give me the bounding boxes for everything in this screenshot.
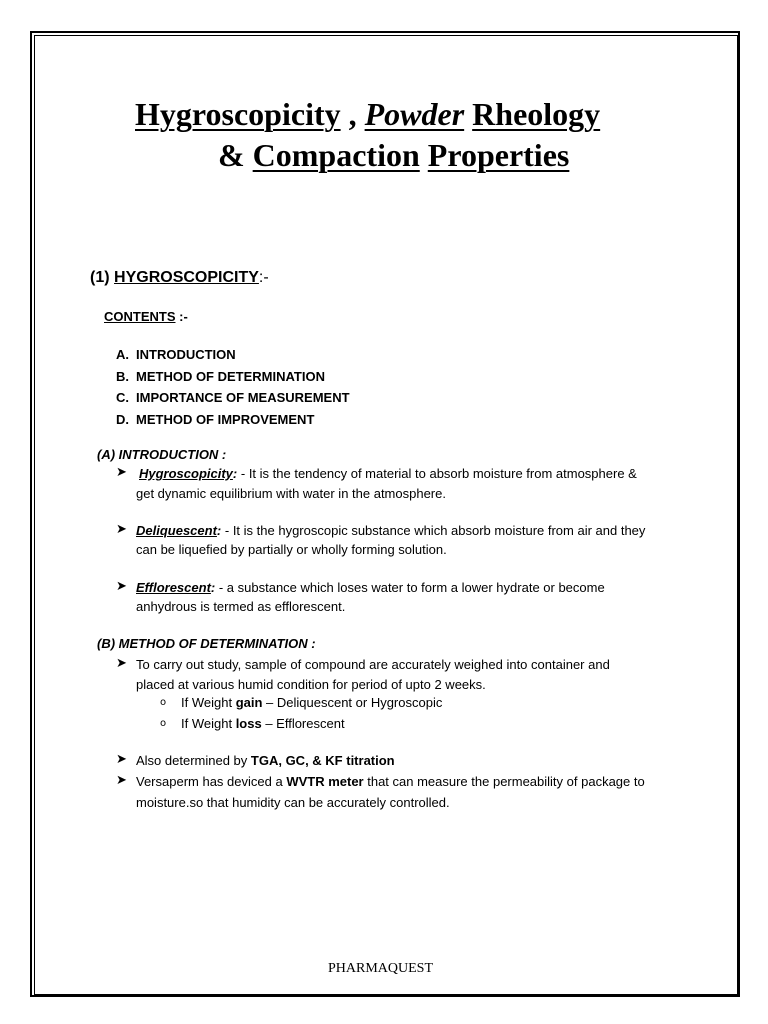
arrowhead-bullet-icon: ➤ — [116, 579, 127, 594]
page-border-inner — [34, 35, 738, 995]
method-heading: (B) METHOD OF DETERMINATION : — [97, 636, 316, 651]
contents-label: CONTENTS :- — [104, 309, 188, 324]
section-heading: (1) HYGROSCOPICITY:- — [90, 269, 269, 286]
contents-item-text: INTRODUCTION — [136, 347, 236, 362]
contents-item-text: METHOD OF DETERMINATION — [136, 369, 325, 384]
method-paragraph-line: placed at various humid condition for period of upto 2 weeks. — [136, 677, 486, 692]
arrowhead-bullet-icon: ➤ — [116, 465, 127, 480]
contents-item-text: IMPORTANCE OF MEASUREMENT — [136, 390, 350, 405]
method-paragraph-line: Also determined by TGA, GC, & KF titration — [136, 753, 395, 768]
contents-item-letter: A. — [116, 347, 129, 362]
intro-heading: (A) INTRODUCTION : — [97, 447, 227, 462]
circle-bullet-icon: o — [160, 697, 167, 708]
contents-item-text: METHOD OF IMPROVEMENT — [136, 412, 315, 427]
contents-item-letter: D. — [116, 412, 129, 427]
method-paragraph-line: moisture.so that humidity can be accurately controlled. — [136, 795, 450, 810]
method-sub-item: If Weight gain – Deliquescent or Hygroscopic — [181, 695, 443, 710]
document-title-line-2: & Compaction Properties — [218, 137, 570, 173]
arrowhead-bullet-icon: ➤ — [116, 773, 127, 788]
footer-text: PHARMAQUEST — [328, 961, 434, 976]
intro-item-line: Efflorescent: - a substance which loses water to form a lower hydrate or become — [136, 580, 605, 595]
arrowhead-bullet-icon: ➤ — [116, 656, 127, 671]
intro-item-line: get dynamic equilibrium with water in the atmosphere. — [136, 486, 446, 501]
method-paragraph-line: Versaperm has deviced a WVTR meter that can measure the permeability of package to — [136, 774, 645, 789]
method-paragraph-line: To carry out study, sample of compound are accurately weighed into container and — [136, 657, 610, 672]
arrowhead-bullet-icon: ➤ — [116, 522, 127, 537]
contents-item-letter: C. — [116, 390, 129, 405]
intro-item-line: anhydrous is termed as efflorescent. — [136, 599, 346, 614]
intro-item-line: Deliquescent: - It is the hygroscopic substance which absorb moisture from air and they — [136, 523, 646, 538]
arrowhead-bullet-icon: ➤ — [116, 752, 127, 767]
circle-bullet-icon: o — [160, 718, 167, 729]
intro-item-line: Hygroscopicity: - It is the tendency of material to absorb moisture from atmosphere & — [139, 466, 637, 481]
method-sub-item: If Weight loss – Efflorescent — [181, 716, 345, 731]
document-title-line-1: Hygroscopicity , Powder Rheology — [135, 96, 601, 132]
intro-item-line: can be liquefied by partially or wholly forming solution. — [136, 542, 447, 557]
contents-item-letter: B. — [116, 369, 129, 384]
